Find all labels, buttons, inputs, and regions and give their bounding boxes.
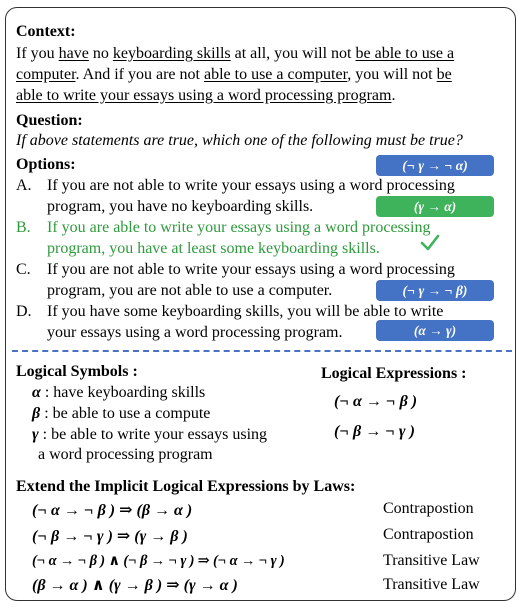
option-d-line-2: your essays using a word processing program. — [47, 324, 343, 341]
context-heading: Context: — [16, 23, 76, 40]
option-b-letter: B. — [16, 219, 31, 236]
symbol-gamma-cont: a word processing program — [38, 446, 213, 463]
expressions-heading: Logical Expressions : — [321, 365, 467, 382]
law-row-4-expr: (β → α ) ∧ (γ → β ) ⇒ (γ → α ) — [32, 577, 238, 594]
law-row-3-name: Transitive Law — [383, 552, 480, 569]
option-a-letter: A. — [16, 177, 32, 194]
context-line-2: computer. And if you are not able to use a computer, you will not be — [16, 66, 452, 83]
option-c-letter: C. — [16, 261, 31, 278]
option-a-line-2: program, you have no keyboarding skills. — [47, 198, 314, 215]
symbols-heading: Logical Symbols : — [16, 363, 138, 380]
option-d-logic-badge: (α → γ) — [376, 320, 494, 341]
check-icon — [420, 234, 440, 252]
symbol-beta: β : be able to use a compute — [32, 405, 211, 422]
option-d-line-1: If you have some keyboarding skills, you will be able to write — [47, 303, 444, 320]
law-row-1-expr: (¬ α → ¬ β ) ⇒ (β → α ) — [32, 502, 193, 519]
law-row-3-expr: (¬ α → ¬ β ) ∧ (¬ β → ¬ γ ) ⇒ (¬ α → ¬ γ ) — [32, 553, 285, 569]
law-row-1-name: Contrapostion — [383, 500, 474, 517]
symbol-gamma: γ : be able to write your essays using — [32, 426, 268, 443]
expression-1: (¬ α → ¬ β ) — [334, 393, 418, 410]
context-line-1: If you have no keyboarding skills at all, you will not be able to use a — [16, 45, 455, 62]
laws-heading: Extend the Implicit Logical Expressions by Laws: — [16, 478, 356, 495]
law-row-2-expr: (¬ β → ¬ γ ) ⇒ (γ → β ) — [32, 528, 188, 545]
option-d-letter: D. — [16, 303, 32, 320]
law-row-4-name: Transitive Law — [383, 576, 480, 593]
context-line-3: able to write your essays using a word processing program. — [16, 87, 396, 104]
option-b-logic-badge: (γ → α) — [376, 196, 494, 217]
option-b-line-1: If you are able to write your essays using a word processing — [47, 219, 431, 236]
expression-2: (¬ β → ¬ γ ) — [334, 423, 415, 440]
question-text: If above statements are true, which one of the following must be true? — [16, 132, 463, 149]
option-a-line-1: If you are not able to write your essays using a word processing — [47, 177, 455, 194]
option-c-logic-badge: (¬ γ → ¬ β) — [376, 280, 494, 301]
option-c-line-1: If you are not able to write your essays using a word processing — [47, 261, 455, 278]
options-heading: Options: — [16, 156, 76, 173]
law-row-2-name: Contrapostion — [383, 526, 474, 543]
option-a-logic-badge: (¬ γ → ¬ α) — [376, 155, 494, 176]
symbol-alpha: α : have keyboarding skills — [32, 384, 206, 401]
option-b-line-2: program, you have at least some keyboarding skills. — [47, 240, 380, 257]
section-divider — [12, 350, 512, 352]
question-heading: Question: — [16, 112, 83, 129]
option-c-line-2: program, you are not able to use a computer. — [47, 282, 333, 299]
